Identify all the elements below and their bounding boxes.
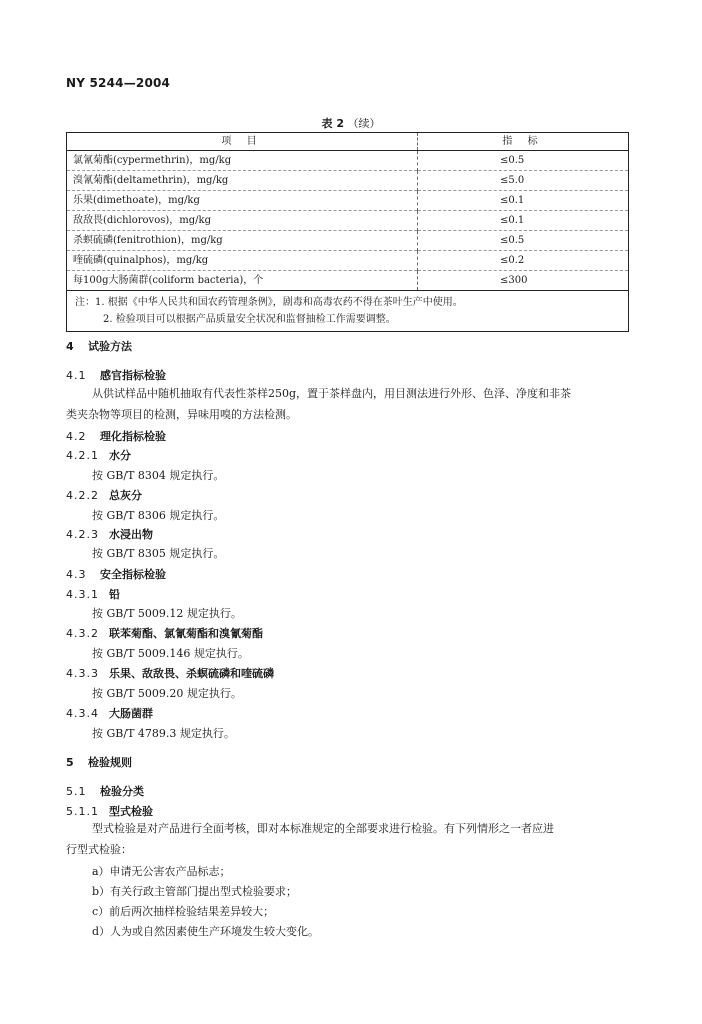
table-header-row xyxy=(67,133,629,151)
table-notes-row xyxy=(67,291,629,332)
subsection-heading: 4.3 安全指标检验 xyxy=(66,568,166,581)
column-header-item: 项 目 xyxy=(67,133,418,151)
section-heading: 5 检验规则 xyxy=(66,756,132,769)
subsection-heading: 4.2.1 水分 xyxy=(66,449,131,462)
paragraph-line: 类夹杂物等项目的检测，异味用嗅的方法检测。 xyxy=(66,408,297,421)
table-row xyxy=(67,191,629,211)
paragraph: 按 GB/T 8304 规定执行。 xyxy=(92,469,225,482)
row-value: ≤300 xyxy=(418,271,629,291)
row-item: 杀螟硫磷(fenitrothion)，mg/kg xyxy=(67,231,418,251)
subsection-heading: 4.1 感官指标检验 xyxy=(66,369,166,382)
table-caption-number: 表 2 xyxy=(321,117,344,130)
paragraph-line: 型式检验是对产品进行全面考核，即对本标准规定的全部要求进行检验。有下列情形之一者应进 xyxy=(92,822,554,835)
row-value: ≤0.1 xyxy=(418,191,629,211)
list-item: d）人为或自然因素使生产环境发生较大变化。 xyxy=(92,925,320,938)
section-heading: 4 试验方法 xyxy=(66,340,132,353)
table-note-2: 2. 检验项目可以根据产品质量安全状况和监督抽检工作需要调整。 xyxy=(103,314,396,325)
list-item: a）申请无公害农产品标志； xyxy=(92,865,231,878)
paragraph: 按 GB/T 5009.146 规定执行。 xyxy=(92,647,249,660)
row-value: ≤0.1 xyxy=(418,211,629,231)
paragraph-line: 行型式检验： xyxy=(66,843,132,856)
paragraph: 按 GB/T 4789.3 规定执行。 xyxy=(92,727,235,740)
row-item: 喹硫磷(quinalphos)，mg/kg xyxy=(67,251,418,271)
table-row xyxy=(67,211,629,231)
list-item: b）有关行政主管部门提出型式检验要求； xyxy=(92,885,298,898)
row-item: 敌敌畏(dichlorovos)，mg/kg xyxy=(67,211,418,231)
table-caption xyxy=(0,115,702,131)
row-item: 溴氰菊酯(deltamethrin)，mg/kg xyxy=(67,171,418,191)
table-row xyxy=(67,271,629,291)
row-item: 每100g大肠菌群(coliform bacteria)，个 xyxy=(67,271,418,291)
row-value: ≤0.5 xyxy=(418,231,629,251)
row-item: 氯氰菊酯(cypermethrin)，mg/kg xyxy=(67,151,418,171)
row-value: ≤5.0 xyxy=(418,171,629,191)
document-header: NY 5244—2004 xyxy=(66,76,171,90)
table-note-1: 注：1. 根据《中华人民共和国农药管理条例》，剧毒和高毒农药不得在茶叶生产中使用。 xyxy=(75,297,463,308)
paragraph: 按 GB/T 8306 规定执行。 xyxy=(92,509,225,522)
paragraph-line: 从供试样品中随机抽取有代表性茶样250g，置于茶样盘内，用目测法进行外形、色泽、净度和非茶 xyxy=(92,387,572,400)
row-value: ≤0.2 xyxy=(418,251,629,271)
subsection-heading: 4.3.2 联苯菊酯、氯氰菊酯和溴氰菊酯 xyxy=(66,627,263,640)
specification-table xyxy=(66,132,629,332)
paragraph: 按 GB/T 5009.12 规定执行。 xyxy=(92,607,242,620)
row-item: 乐果(dimethoate)，mg/kg xyxy=(67,191,418,211)
column-header-index: 指 标 xyxy=(418,133,629,151)
table-caption-continued: （续） xyxy=(347,117,381,130)
subsection-heading: 4.3.4 大肠菌群 xyxy=(66,707,153,720)
paragraph xyxy=(66,383,632,425)
table-row xyxy=(67,171,629,191)
subsection-heading: 5.1 检验分类 xyxy=(66,785,144,798)
table-row xyxy=(67,151,629,171)
paragraph: 按 GB/T 5009.20 规定执行。 xyxy=(92,687,242,700)
subsection-heading: 4.3.3 乐果、敌敌畏、杀螟硫磷和喹硫磷 xyxy=(66,667,274,680)
subsection-heading: 4.3.1 铅 xyxy=(66,588,120,601)
subsection-heading: 4.2.3 水浸出物 xyxy=(66,528,153,541)
table-row xyxy=(67,251,629,271)
row-value: ≤0.5 xyxy=(500,155,525,166)
subsection-heading: 5.1.1 型式检验 xyxy=(66,805,153,818)
list-item: c）前后两次抽样检验结果差异较大； xyxy=(92,905,275,918)
table-notes xyxy=(67,291,629,332)
table-row xyxy=(67,231,629,251)
subsection-heading: 4.2.2 总灰分 xyxy=(66,489,142,502)
paragraph xyxy=(66,818,632,860)
subsection-heading: 4.2 理化指标检验 xyxy=(66,430,166,443)
paragraph: 按 GB/T 8305 规定执行。 xyxy=(92,547,225,560)
